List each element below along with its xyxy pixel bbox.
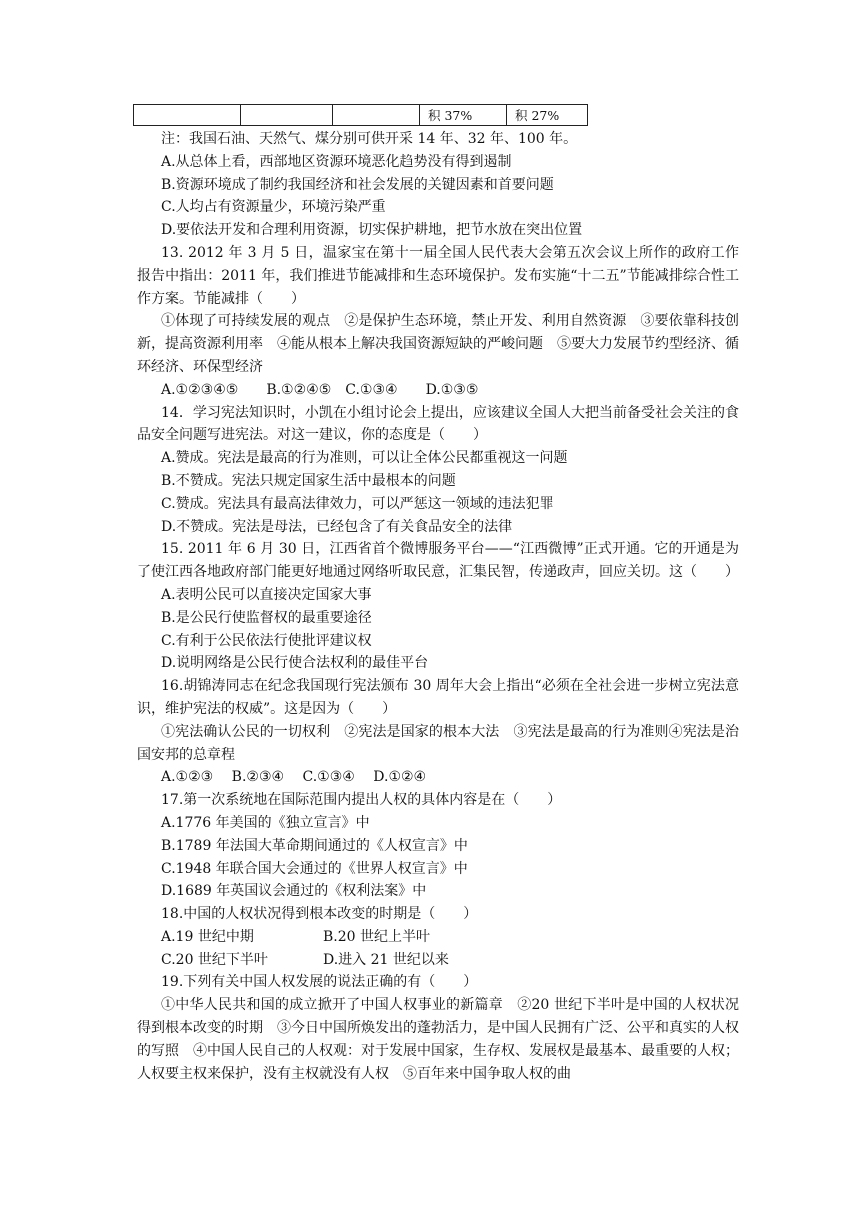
- table-cell: 积 37%: [420, 105, 507, 126]
- table-cell: [134, 105, 241, 126]
- text-paragraph: ①宪法确认公民的一切权利 ②宪法是国家的根本大法 ③宪法是最高的行为准则④宪法是治国安邦的总章程: [137, 723, 739, 763]
- text-paragraph: A.表明公民可以直接决定国家大事: [161, 586, 372, 603]
- text-paragraph: 16.胡锦涛同志在纪念我国现行宪法颁布 30 周年大会上指出“必须在全社会进一步树立宪法意识，维护宪法的权威”。这是因为（ ）: [137, 678, 739, 717]
- text-paragraph: ①体现了可持续发展的观点 ②是保护生态环境，禁止开发、利用自然资源 ③要依靠科技创新，提高资源利用率 ④能从根本上解决我国资源短缺的严峻问题 ⑤要大力发展节约型经济、循环经济、环保型经济: [137, 313, 739, 375]
- choice-option: C.20 世纪下半叶: [161, 951, 268, 968]
- choice-option: B.20 世纪上半叶: [323, 928, 431, 945]
- table-cell: 积 27%: [507, 105, 588, 126]
- text-paragraph: C.有利于公民依法行使批评建议权: [161, 632, 372, 649]
- text-paragraph: C.赞成。宪法具有最高法律效力，可以严惩这一领域的违法犯罪: [161, 495, 554, 512]
- text-paragraph: ①中华人民共和国的成立掀开了中国人权事业的新篇章 ②20 世纪下半叶是中国的人权状况得到根本改变的时期 ③今日中国所焕发出的蓬勃活力，是中国人民拥有广泛、公平和真实的人权的写照 ④中国人民自己的人权观：对于发展中国家，生存权、发展权是最基本、最重要的人权；人权要主权来保护，没有主权就没有人权 ⑤百年来中国争取人权的曲: [137, 997, 739, 1082]
- table-cell: [333, 105, 420, 126]
- text-paragraph: C.人均占有资源量少，环境污染严重: [161, 199, 386, 216]
- text-paragraph: A.赞成。宪法是最高的行为准则，可以让全体公民都重视这一问题: [161, 450, 568, 467]
- text-paragraph: B.资源环境成了制约我国经济和社会发展的关键因素和首要问题: [161, 176, 554, 193]
- text-paragraph: 18.中国的人权状况得到根本改变的时期是（ ）: [161, 906, 478, 923]
- text-paragraph: A.①②③ B.②③④ C.①③④ D.①②④: [161, 769, 427, 786]
- table-row: [134, 105, 588, 126]
- text-paragraph: D.1689 年英国议会通过的《权利法案》中: [161, 883, 427, 900]
- table-cell: [241, 105, 333, 126]
- text-paragraph: D.说明网络是公民行使合法权利的最佳平台: [161, 655, 429, 672]
- resource-table-fragment: [133, 104, 588, 126]
- text-paragraph: 注：我国石油、天然气、煤分别可供开采 14 年、32 年、100 年。: [161, 131, 578, 147]
- choice-option: D.进入 21 世纪以来: [323, 951, 449, 968]
- text-paragraph: A.从总体上看，西部地区资源环境恶化趋势没有得到遏制: [161, 153, 512, 170]
- text-paragraph: 14．学习宪法知识时，小凯在小组讨论会上提出，应该建议全国人大把当前备受社会关注的食品安全问题写进宪法。对这一建议，你的态度是（ ）: [137, 404, 739, 444]
- choice-option: A.19 世纪中期: [161, 928, 254, 945]
- text-paragraph: B.是公民行使监督权的最重要途径: [161, 609, 372, 626]
- text-paragraph: D.不赞成。宪法是母法，已经包含了有关食品安全的法律: [161, 518, 513, 535]
- text-paragraph: D.要依法开发和合理利用资源，切实保护耕地，把节水放在突出位置: [161, 222, 583, 239]
- text-paragraph: 15. 2011 年 6 月 30 日，江西省首个微博服务平台——“江西微博”正式开通。它的开通是为了使江西各地政府部门能更好地通过网络听取民意，汇集民智，传递政声，回应关切。这（ ）: [137, 541, 739, 581]
- q18-choices-row-2: [137, 949, 739, 972]
- text-paragraph: C.1948 年联合国大会通过的《世界人权宣言》中: [161, 860, 468, 877]
- question-body: [137, 128, 739, 1085]
- text-paragraph: 17.第一次系统地在国际范围内提出人权的具体内容是在（ ）: [161, 792, 562, 809]
- q18-choices-row-1: [137, 926, 739, 949]
- text-paragraph: 13. 2012 年 3 月 5 日，温家宝在第十一届全国人民代表大会第五次会议上所作的政府工作报告中指出：2011 年，我们推进节能减排和生态环境保护。发布实施“十二五”节能减排综合性工作方案。节能减排（ ）: [137, 244, 739, 307]
- text-paragraph: A.①②③④⑤ B.①②④⑤ C.①③④ D.①③⑤: [161, 381, 479, 398]
- text-paragraph: B.不赞成。宪法只规定国家生活中最根本的问题: [161, 472, 456, 489]
- text-paragraph: B.1789 年法国大革命期间通过的《人权宣言》中: [161, 837, 468, 854]
- text-paragraph: 19.下列有关中国人权发展的说法正确的有（ ）: [161, 974, 478, 991]
- text-paragraph: A.1776 年美国的《独立宣言》中: [161, 814, 370, 831]
